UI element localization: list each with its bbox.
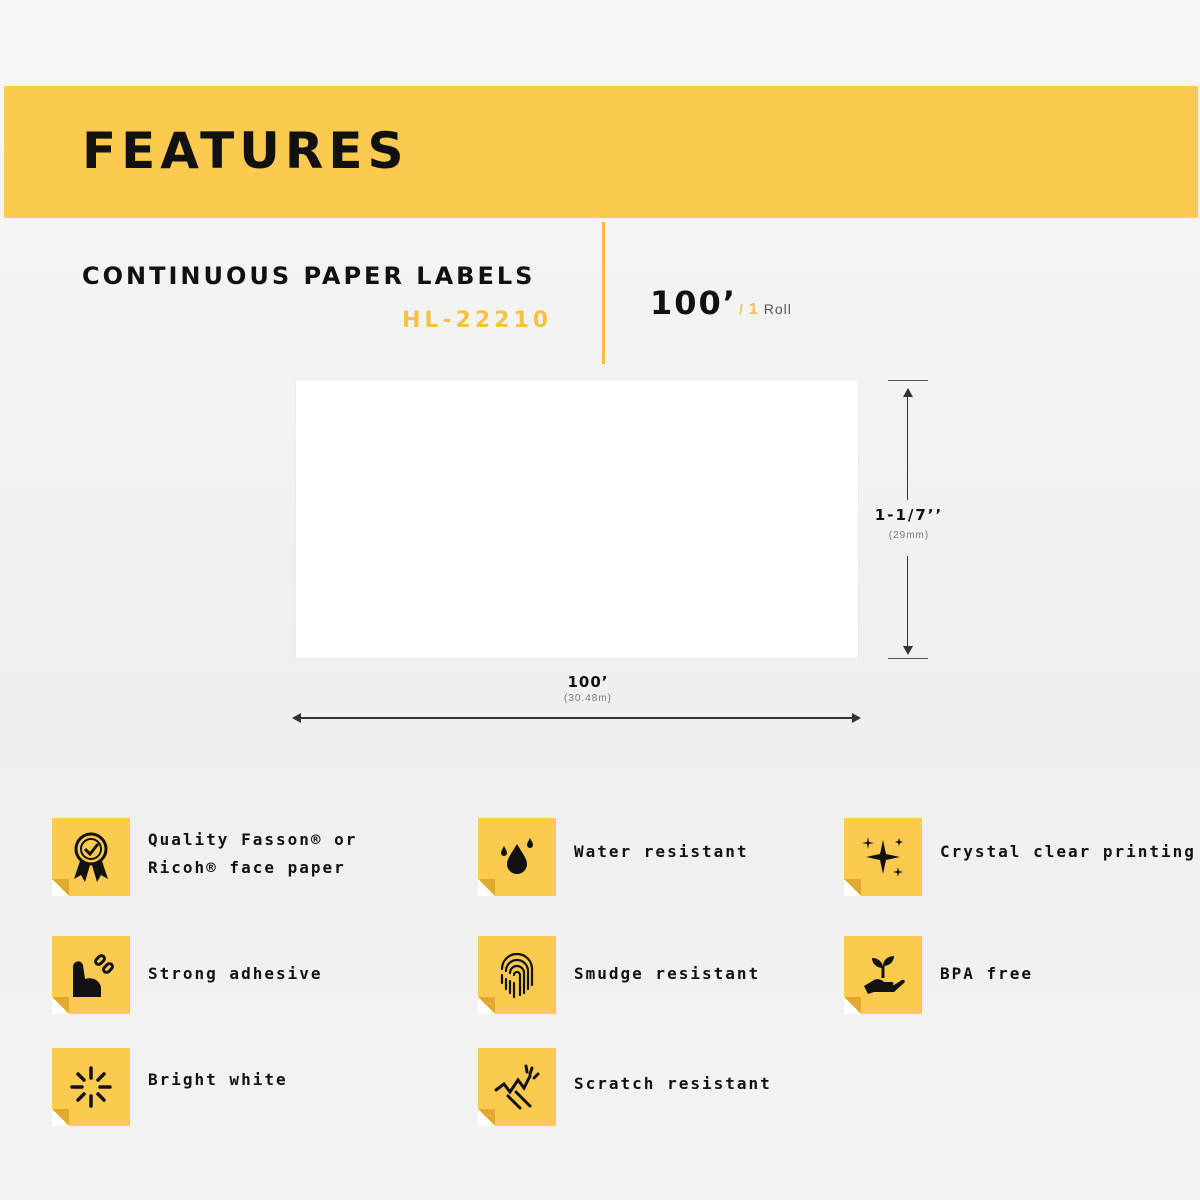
product-model: HL-22210 xyxy=(402,308,553,333)
label-width-metric: (30.48m) xyxy=(563,693,612,704)
label-preview xyxy=(296,380,858,658)
feature-label: Water resistant xyxy=(574,842,749,861)
label-width: 100’ xyxy=(567,673,609,691)
width-arrow-right xyxy=(852,713,861,723)
roll-length-info xyxy=(650,284,792,322)
roll-quantity: 1 xyxy=(748,301,758,318)
product-title: CONTINUOUS PAPER LABELS xyxy=(82,262,536,290)
feature-label: Scratch resistant xyxy=(574,1074,772,1093)
feature-label: Bright white xyxy=(148,1070,288,1089)
roll-slash: / xyxy=(738,301,743,317)
feature-label: Quality Fasson® or xyxy=(148,830,358,849)
label-height: 1-1/7’’ xyxy=(874,506,944,524)
label-height-metric: (29mm) xyxy=(888,530,930,541)
features-title: FEATURES xyxy=(82,122,409,180)
roll-unit: Roll xyxy=(763,301,792,317)
feature-label: Crystal clear printing xyxy=(940,842,1196,861)
width-arrow-left xyxy=(292,713,301,723)
feature-label: Smudge resistant xyxy=(574,964,761,983)
vertical-divider xyxy=(602,222,605,364)
roll-length: 100’ xyxy=(650,284,737,322)
feature-label-line2: Ricoh® face paper xyxy=(148,858,346,877)
width-dimension-line xyxy=(296,717,852,719)
feature-label: Strong adhesive xyxy=(148,964,323,983)
feature-label: BPA free xyxy=(940,964,1034,983)
